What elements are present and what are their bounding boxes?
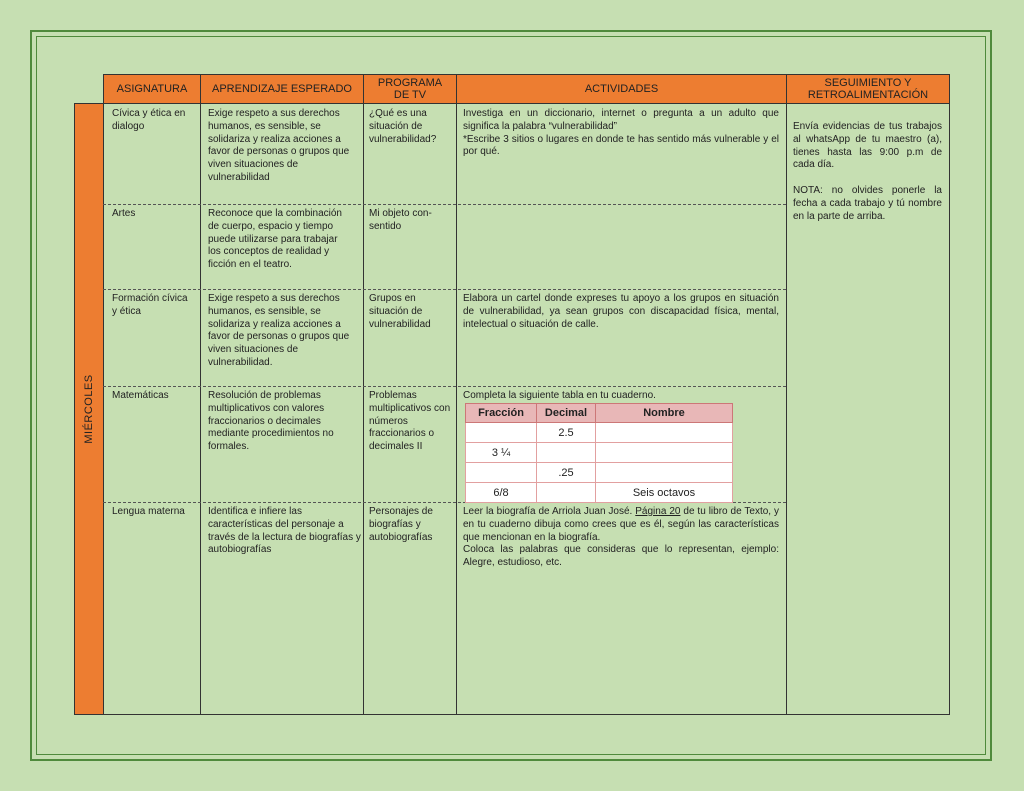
header-aprendizaje: APRENDIZAJE ESPERADO [200, 74, 363, 104]
row3-actividades: Elabora un cartel donde expreses tu apoyo a los grupos en situación de vulnerabilidad, ya sean grupos con discapacidad física, mental, intelectual o situación de calle. [463, 293, 779, 330]
row5-actividad-1b: de tu libro de Texto, y en tu cuaderno dibuja como crees que es él, según las características que mencionan en la biografía. [463, 506, 779, 543]
row4-programa: Problemas multiplicativos con números fraccionarios o decimales II [369, 390, 451, 453]
row3-asignatura: Formación cívica y ética [112, 293, 188, 317]
table-header: Decimal [537, 404, 596, 423]
header-programa: PROGRAMA DE TV [363, 74, 456, 104]
table-header-row [466, 404, 733, 423]
row5-actividad-1a: Leer la biografía de Arriola Juan José. [463, 506, 636, 517]
seguimiento-instrucciones: Envía evidencias de tus trabajos al whatsApp de tu maestro (a), tienes hasta las 9:00 p.m de cada día. [793, 121, 942, 171]
row2-asignatura: Artes [112, 208, 136, 219]
header-actividades: ACTIVIDADES [456, 74, 786, 104]
table-row [466, 423, 733, 443]
table-row [466, 483, 733, 503]
table-header: Fracción [466, 404, 537, 423]
table-cell [466, 463, 537, 483]
header-seguimiento: SEGUIMIENTO Y RETROALIMENTACIÓN [786, 74, 950, 104]
row5-programa: Personajes de biografías y autobiografías [369, 506, 433, 543]
row-divider [103, 204, 786, 205]
day-column [74, 103, 104, 715]
row5-page-link: Página 20 [635, 506, 681, 517]
row4-aprendizaje: Resolución de problemas multiplicativos con valores fraccionarios o decimales mediante procedimientos no formales. [208, 390, 334, 453]
header-asignatura: ASIGNATURA [103, 74, 200, 104]
table-cell: .25 [537, 463, 596, 483]
row5-aprendizaje: Identifica e infiere las características del personaje a través de la lectura de biografías y autobiografías [208, 506, 361, 556]
table-cell [596, 423, 733, 443]
column-divider [786, 103, 787, 715]
row1-actividad-2: *Escribe 3 sitios o lugares en donde te has sentido más vulnerable y el por qué. [463, 133, 779, 158]
column-divider [200, 103, 201, 715]
table-cell [466, 423, 537, 443]
table-row [466, 443, 733, 463]
row4-asignatura: Matemáticas [112, 390, 169, 401]
table-cell: Seis octavos [596, 483, 733, 503]
row4-actividades: Completa la siguiente tabla en tu cuaderno. [463, 390, 656, 401]
row2-aprendizaje: Reconoce que la combinación de cuerpo, espacio y tiempo puede utilizarse para trabajar los conceptos de realidad y ficción en el teatro. [208, 208, 342, 271]
row1-programa: ¿Qué es una situación de vulnerabilidad? [369, 108, 437, 145]
column-divider [456, 103, 457, 715]
row5-actividades [463, 506, 779, 570]
row2-programa: Mi objeto con-sentido [369, 208, 432, 232]
table-cell: 6/8 [466, 483, 537, 503]
table-cell [537, 443, 596, 463]
fraction-table [465, 403, 733, 503]
column-divider [363, 103, 364, 715]
seguimiento-text [793, 121, 942, 224]
row1-actividades [463, 108, 779, 159]
table-cell: 3 ¼ [466, 443, 537, 463]
table-header: Nombre [596, 404, 733, 423]
row1-aprendizaje: Exige respeto a sus derechos humanos, es sensible, se solidariza y realiza acciones a favor de personas o grupos que viven situaciones de vulnerabilidad [208, 108, 350, 183]
table-row [466, 463, 733, 483]
table-cell [596, 443, 733, 463]
seguimiento-nota: NOTA: no olvides ponerle la fecha a cada trabajo y tú nombre en la parte de arriba. [793, 185, 942, 222]
row5-asignatura: Lengua materna [112, 506, 185, 517]
row3-programa: Grupos en situación de vulnerabilidad [369, 293, 431, 330]
table-cell: 2.5 [537, 423, 596, 443]
day-label: MIÉRCOLES [83, 374, 95, 444]
table-cell [537, 483, 596, 503]
table-cell [596, 463, 733, 483]
row5-actividad-2: Coloca las palabras que consideras que lo representan, ejemplo: Alegre, estudioso, etc. [463, 544, 779, 569]
row-divider [103, 289, 786, 290]
row3-aprendizaje: Exige respeto a sus derechos humanos, es sensible, se solidariza y realiza acciones a favor de personas o grupos que viven situaciones de vulnerabilidad. [208, 293, 350, 368]
row1-actividad-1: Investiga en un diccionario, internet o pregunta a un adulto que significa la palabra “vulnerabilidad” [463, 108, 779, 132]
row-divider [103, 386, 786, 387]
row1-asignatura: Cívica y ética en dialogo [112, 108, 186, 132]
